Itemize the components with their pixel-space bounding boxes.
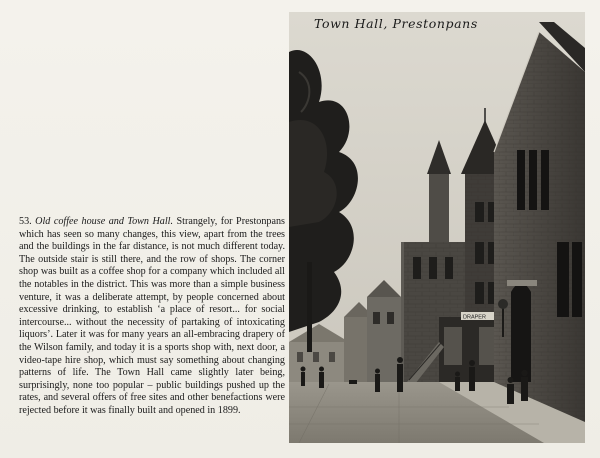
caption-title: Old coffee house and Town Hall. <box>35 216 174 227</box>
caption-body: Strangely, for Prestonpans which has seen so many changes, this view, apart from the trees and the buildings in the far distance, is not much different today. The outside stair is still there, and the row of shops. The corner shop was built as a coffee shop for a company which included all the notables in the district. This was more than a simple business venture, it was a deliberate attempt, by people concerned about excessive drinking, to establish ‘a place of resort... for social intercourse... without the necessity of partaking of intoxicating liquors’. Later it was for many years an all-embracing drapery of the Wilson family, and today it is a sports shop with, next door, a video-tape hire shop, which must say something about changing patterns of life. The Town Hall came slightly later being, surprisingly, none too popular – public buildings pushed up the rates, and several offers of free sites and other benefactions were rejected before it was finally built and opened in 1899. <box>19 216 285 416</box>
draper-shop-sign: DRAPER <box>463 314 486 321</box>
caption-number: 53. <box>19 216 32 227</box>
photo-inscription: Town Hall, Prestonpans <box>314 16 478 31</box>
photo-caption-text <box>19 216 285 418</box>
historic-photograph <box>289 12 585 443</box>
